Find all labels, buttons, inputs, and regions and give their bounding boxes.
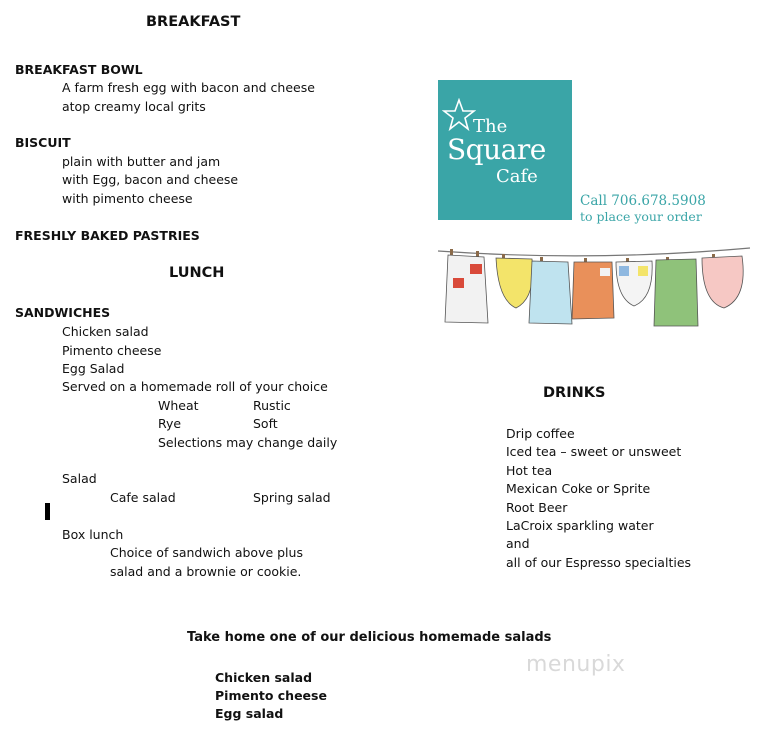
biscuit-title: BISCUIT [15, 135, 71, 150]
breakfast-bowl-line: atop creamy local grits [62, 99, 206, 114]
aprons-clothesline-illustration [436, 238, 752, 338]
call-to-order [580, 194, 706, 224]
logo-line-the: The [473, 116, 508, 137]
phone-number: Call 706.678.5908 [580, 193, 706, 209]
box-lunch-line: salad and a brownie or cookie. [110, 564, 302, 579]
salad-option: Cafe salad [110, 490, 176, 505]
biscuit-line: with Egg, bacon and cheese [62, 172, 239, 187]
take-home-heading: Take home one of our delicious homemade salads [187, 630, 552, 645]
take-home-item: Chicken salad [215, 670, 313, 685]
breakfast-bowl-title: BREAKFAST BOWL [15, 62, 143, 77]
sandwiches-title: SANDWICHES [15, 305, 111, 320]
drink-item: and [506, 536, 530, 551]
drink-item: LaCroix sparkling water [506, 518, 654, 533]
menupix-watermark: menupix [526, 652, 626, 677]
served-note: Served on a homemade roll of your choice [62, 379, 328, 394]
roll-option: Wheat [158, 398, 199, 413]
pastries-title: FRESHLY BAKED PASTRIES [15, 228, 200, 243]
sandwich-item: Chicken salad [62, 324, 149, 339]
square-cafe-logo [438, 80, 572, 220]
roll-option: Rye [158, 416, 182, 431]
salad-option: Spring salad [253, 490, 331, 505]
drink-item: all of our Espresso specialties [506, 555, 692, 570]
sandwich-item: Pimento cheese [62, 343, 162, 358]
take-home-item: Egg salad [215, 706, 284, 721]
change-note: Selections may change daily [158, 435, 338, 450]
salad-title: Salad [62, 471, 97, 486]
drink-item: Iced tea – sweet or unsweet [506, 444, 682, 459]
sandwich-item: Egg Salad [62, 361, 125, 376]
logo-line-cafe: Cafe [496, 166, 538, 187]
box-lunch-title: Box lunch [62, 527, 124, 542]
logo-line-square: Square [447, 133, 546, 166]
roll-option: Rustic [253, 398, 291, 413]
order-note: to place your order [580, 209, 702, 224]
box-lunch-line: Choice of sandwich above plus [110, 545, 303, 560]
biscuit-line: plain with butter and jam [62, 154, 221, 169]
breakfast-bowl-line: A farm fresh egg with bacon and cheese [62, 80, 315, 95]
text-cursor [45, 503, 50, 520]
roll-option: Soft [253, 416, 278, 431]
drink-item: Root Beer [506, 500, 568, 515]
take-home-item: Pimento cheese [215, 688, 327, 703]
star-icon [442, 98, 476, 132]
drink-item: Drip coffee [506, 426, 575, 441]
biscuit-line: with pimento cheese [62, 191, 193, 206]
breakfast-heading: BREAKFAST [146, 14, 241, 30]
drink-item: Hot tea [506, 463, 553, 478]
drinks-heading: DRINKS [543, 385, 606, 401]
drink-item: Mexican Coke or Sprite [506, 481, 651, 496]
lunch-heading: LUNCH [169, 265, 225, 281]
